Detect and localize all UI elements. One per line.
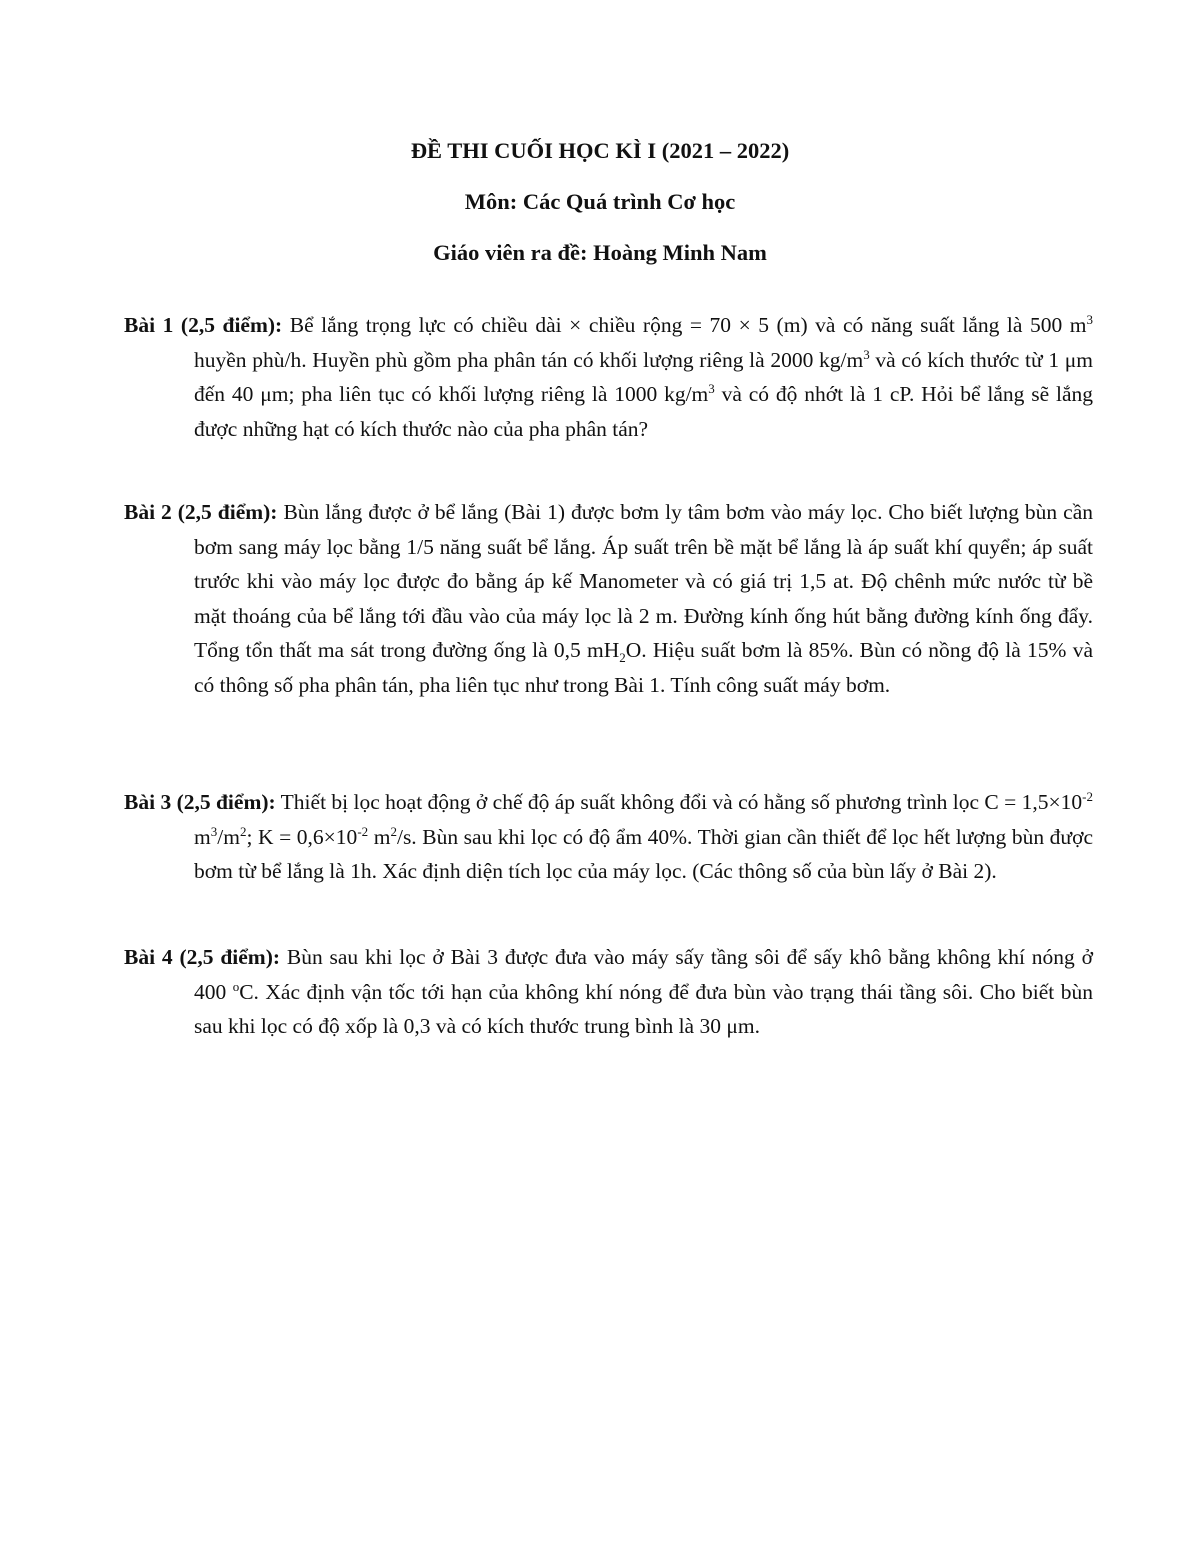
superscript: -2 <box>357 823 369 839</box>
exam-header <box>0 138 1200 291</box>
problem-text: ; K = 0,6×10 <box>246 824 358 849</box>
problem-text: huyền phù/h. Huyền phù gồm pha phân tán có khối lượng riêng là 2000 kg/m <box>194 347 864 372</box>
superscript: 3 <box>863 346 870 362</box>
superscript: 3 <box>1086 312 1093 327</box>
teacher-line: Giáo viên ra đề: Hoàng Minh Nam <box>433 240 767 265</box>
problem-text: và có độ nhớt là 1 cP. Hỏi bể lắng sẽ lắng được những hạt có kích thước nào của pha phân tán? <box>194 382 1094 441</box>
problem-text: C. Xác định vận tốc tới hạn của không khí nóng để đưa bùn vào trạng thái tầng sôi. Cho biết bùn sau khi lọc có độ xốp là 0,3 và có kích thước trung bình là 30 μm. <box>194 979 1093 1038</box>
subject-line: Môn: Các Quá trình Cơ học <box>464 189 736 214</box>
subscript: 2 <box>619 650 626 665</box>
problem-text: Thiết bị lọc hoạt động ở chế độ áp suất không đổi và có hằng số phương trình lọc C = 1,5×10 <box>275 790 1083 814</box>
problem-4 <box>124 940 1093 1044</box>
problem-label: Bài 4 (2,5 điểm): <box>124 945 281 969</box>
superscript: 3 <box>708 381 715 396</box>
problem-text: m <box>368 824 391 849</box>
problem-label: Bài 3 (2,5 điểm): <box>124 790 276 814</box>
exam-title: ĐỀ THI CUỐI HỌC KÌ I (2021 – 2022) <box>410 138 790 163</box>
problem-text: /s. Bùn sau khi lọc có độ ẩm 40%. Thời gian cần thiết để lọc hết lượng bùn được bơm từ bể lắng là 1h. Xác định diện tích lọc của máy lọc. (Các thông số của bùn lấy ở Bài 2). <box>194 824 1093 883</box>
problem-text: Bùn lắng được ở bể lắng (Bài 1) được bơm ly tâm bơm vào máy lọc. Cho biết lượng bùn cần bơm sang máy lọc bằng 1/5 năng suất bể lắng. Áp suất trên bề mặt bể lắng là áp suất khí quyển; áp suất trước khi vào máy lọc được đo bằng áp kế Manometer và có giá trị 1,5 at. Độ chênh mức nước từ bề mặt thoáng của bể lắng tới đầu vào của máy lọc là 2 m. Đường kính ống hút bằng đường kính ống đẩy. Tổng tổn thất ma sát trong đường ống là 0,5 mH <box>194 500 1093 662</box>
problem-3 <box>124 785 1093 889</box>
problem-label: Bài 2 (2,5 điểm): <box>124 500 278 524</box>
problem-text: /m <box>217 824 240 849</box>
superscript: 2 <box>239 823 247 839</box>
problem-text: Bùn sau khi lọc ở Bài 3 được đưa vào máy sấy tầng sôi để sấy khô bằng không khí nóng ở 400 <box>194 945 1094 1004</box>
problem-label: Bài 1 (2,5 điểm): <box>124 313 283 337</box>
superscript: 3 <box>210 823 218 839</box>
problem-text: Bể lắng trọng lực có chiều dài × chiều rộng = 70 × 5 (m) và có năng suất lắng là 500 m <box>282 313 1087 337</box>
superscript: 2 <box>390 823 397 839</box>
problem-text: m <box>194 824 211 849</box>
superscript: -2 <box>1082 789 1093 804</box>
problem-text: O. Hiệu suất bơm là 85%. Bùn có nồng độ là 15% và có thông số pha phân tán, pha liên tục như trong Bài 1. Tính công suất máy bơm. <box>194 638 1094 697</box>
problem-text: và có kích thước từ 1 μm đến 40 μm; pha liên tục có khối lượng riêng là 1000 kg/m <box>194 347 1093 406</box>
problem-1 <box>124 308 1093 446</box>
superscript: o <box>232 978 240 994</box>
problem-2 <box>124 495 1093 702</box>
